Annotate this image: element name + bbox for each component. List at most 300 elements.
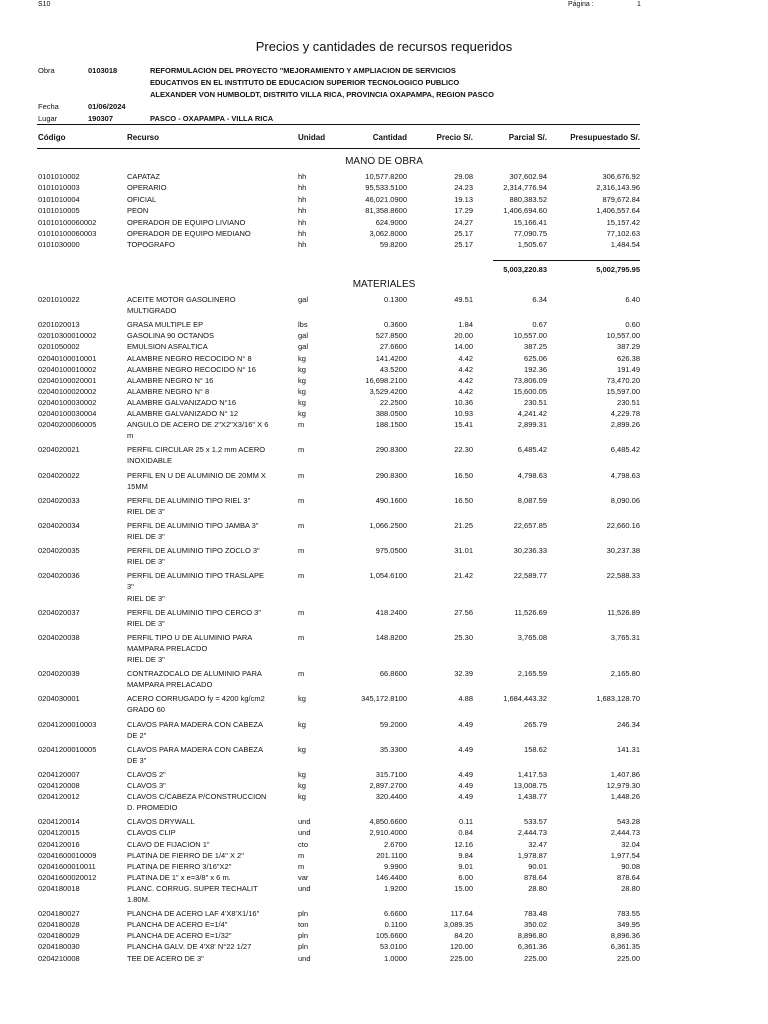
row-unidad: m — [298, 571, 305, 581]
row-unidad: kg — [298, 769, 306, 779]
row-precio: 4.49 — [458, 781, 473, 790]
row-cantidad: 46,021.0900 — [365, 194, 407, 204]
row-presupuestado: 387.29 — [617, 342, 640, 352]
obra-code: 0103018 — [88, 66, 118, 75]
obra-description-line-1: REFORMULACION DEL PROYECTO "MEJORAMIENTO Y AMPLIACION DE SERVICIOS — [150, 66, 456, 75]
row-cantidad: 320.4400 — [375, 792, 407, 802]
row-parcial: 6.34 — [532, 295, 547, 304]
row-presupuestado: 2,165.80 — [610, 669, 640, 679]
row-recurso-continuation: RIEL DE 3" — [127, 618, 165, 628]
row-unidad: kg — [298, 744, 306, 754]
row-parcial: 0.67 — [532, 320, 547, 330]
row-recurso: OPERADOR DE EQUIPO MEDIANO — [127, 229, 251, 238]
row-unidad: kg — [298, 375, 306, 385]
row-presupuestado: 8,896.36 — [610, 931, 640, 941]
row-recurso-continuation: GRADO 60 — [127, 705, 165, 715]
row-codigo: 02040100020001 — [38, 375, 97, 385]
row-precio: 25.17 — [454, 240, 473, 250]
row-presupuestado: 12,979.30 — [606, 781, 640, 790]
row-recurso: OPERADOR DE EQUIPO LIVIANO — [127, 217, 246, 227]
row-codigo: 0204210008 — [38, 953, 80, 963]
col-recurso: Recurso — [127, 133, 160, 142]
row-recurso: ALAMBRE NEGRO N° 8 — [127, 386, 210, 396]
row-presupuestado: 22,588.33 — [606, 571, 640, 581]
row-precio: 4.49 — [458, 792, 473, 802]
row-unidad: kg — [298, 397, 306, 407]
row-parcial: 90.01 — [528, 861, 547, 871]
row-parcial: 625.06 — [524, 353, 547, 363]
row-precio: 22.30 — [454, 445, 473, 455]
row-presupuestado: 11,526.89 — [607, 607, 640, 617]
row-presupuestado: 2,899.26 — [610, 420, 640, 430]
row-unidad: und — [298, 953, 311, 963]
row-cantidad: 0.1100 — [384, 920, 407, 930]
row-parcial: 30,236.33 — [513, 546, 547, 556]
row-unidad: m — [298, 850, 305, 860]
fecha-value: 01/06/2024 — [88, 102, 126, 111]
row-recurso: ACERO CORRUGADO fy = 4200 kg/cm2 — [127, 694, 265, 704]
row-precio: 25.17 — [454, 229, 473, 238]
row-parcial: 6,485.42 — [517, 445, 547, 455]
row-codigo: 02040200060005 — [38, 420, 97, 430]
row-presupuestado: 10,557.00 — [606, 331, 640, 341]
row-recurso-continuation: INOXIDABLE — [127, 456, 173, 466]
row-precio: 15.00 — [454, 883, 473, 893]
row-cantidad: 2,910.4000 — [369, 828, 407, 838]
row-recurso: GASOLINA 90 OCTANOS — [127, 331, 214, 341]
row-parcial: 878.64 — [524, 872, 547, 882]
row-precio: 16.50 — [454, 470, 473, 480]
row-precio: 0.11 — [458, 817, 473, 827]
row-precio: 4.42 — [458, 364, 473, 374]
row-recurso: ALAMBRE NEGRO RECOCIDO N° 8 — [127, 353, 252, 363]
row-codigo: 0201020013 — [38, 320, 80, 330]
row-unidad: hh — [298, 240, 307, 250]
row-cantidad: 141.4200 — [375, 353, 407, 363]
row-parcial: 2,899.31 — [517, 420, 547, 430]
row-precio: 10.93 — [454, 409, 473, 418]
row-codigo: 0204180030 — [38, 942, 80, 952]
row-unidad: m — [298, 546, 305, 556]
row-codigo: 0204180029 — [38, 931, 80, 941]
row-recurso: PERFIL TIPO U DE ALUMINIO PARA — [127, 632, 253, 642]
row-recurso: PEON — [127, 206, 149, 216]
row-presupuestado: 191.49 — [617, 364, 640, 374]
row-precio: 16.50 — [454, 495, 473, 505]
row-parcial: 783.48 — [524, 909, 547, 919]
row-unidad: m — [298, 520, 305, 530]
row-precio: 27.56 — [454, 607, 473, 617]
row-cantidad: 201.1100 — [376, 850, 407, 860]
row-parcial: 10,557.00 — [513, 331, 547, 341]
row-presupuestado: 1,683,128.70 — [596, 694, 640, 704]
row-cantidad: 388.0500 — [375, 409, 407, 418]
subtotal-divider — [493, 260, 640, 261]
row-presupuestado: 2,316,143.96 — [596, 183, 640, 193]
row-recurso: ANGULO DE ACERO DE 2"X2"X3/16" X 6 — [127, 420, 269, 430]
row-unidad: gal — [298, 295, 309, 304]
row-precio: 21.25 — [454, 520, 473, 530]
row-parcial: 15,166.41 — [513, 217, 547, 227]
row-codigo: 0201010022 — [38, 295, 80, 304]
row-recurso-continuation: 3" — [127, 582, 134, 592]
row-unidad: kg — [298, 386, 306, 396]
row-cantidad: 2.6700 — [384, 839, 407, 849]
row-precio: 32.39 — [454, 669, 473, 679]
row-precio: 84.20 — [454, 931, 473, 941]
row-cantidad: 975.0500 — [375, 546, 407, 556]
row-recurso: PLATINA DE FIERRO 3/16"X2" — [127, 861, 232, 871]
row-presupuestado: 349.95 — [617, 920, 640, 930]
row-recurso: ALAMBRE NEGRO RECOCIDO N° 16 — [127, 364, 256, 374]
row-cantidad: 59.8200 — [379, 240, 407, 250]
row-codigo: 0204120015 — [38, 828, 80, 838]
row-recurso: TEE DE ACERO DE 3" — [127, 953, 204, 963]
row-codigo: 0204180018 — [38, 883, 80, 893]
row-precio: 4.49 — [458, 719, 473, 729]
row-recurso: PERFIL EN U DE ALUMINIO DE 20MM X — [127, 470, 266, 480]
row-codigo: 02040100030004 — [38, 409, 97, 418]
row-unidad: m — [298, 420, 305, 430]
row-recurso: PLATINA DE 1" x e=3/8" x 6 m. — [127, 872, 231, 882]
col-presupuestado: Presupuestado S/. — [570, 133, 640, 142]
row-presupuestado: 73,470.20 — [606, 375, 640, 385]
row-presupuestado: 1,977.54 — [610, 850, 640, 860]
row-codigo: 0204120012 — [38, 792, 80, 802]
row-recurso: CLAVOS PARA MADERA CON CABEZA — [127, 744, 264, 754]
row-cantidad: 59.2000 — [379, 719, 407, 729]
row-recurso-continuation: RIEL DE 3" — [127, 593, 165, 603]
row-presupuestado: 783.55 — [617, 909, 640, 919]
row-cantidad: 66.8600 — [379, 669, 407, 679]
row-parcial: 192.36 — [524, 364, 547, 374]
row-codigo: 02040100030002 — [38, 397, 97, 407]
row-recurso: TOPOGRAFO — [127, 240, 175, 250]
row-codigo: 0204120007 — [38, 769, 80, 779]
row-presupuestado: 30,237.38 — [606, 546, 640, 556]
row-parcial: 225.00 — [524, 953, 547, 963]
report-title: Precios y cantidades de recursos requeridos — [255, 39, 513, 54]
row-codigo: 02041600010009 — [38, 850, 97, 860]
row-presupuestado: 230.51 — [617, 397, 640, 407]
row-unidad: m — [298, 632, 305, 642]
fecha-label: Fecha — [38, 102, 59, 111]
row-recurso: PLANC. CORRUG. SUPER TECHALIT — [127, 883, 258, 893]
col-unidad: Unidad — [298, 133, 326, 142]
row-codigo: 0204030001 — [38, 694, 80, 704]
row-recurso: CLAVOS C/CABEZA P/CONSTRUCCION — [127, 792, 267, 802]
row-recurso: OPERARIO — [127, 183, 167, 193]
section-mano-de-obra: MANO DE OBRA — [345, 156, 423, 167]
row-presupuestado: 4,798.63 — [610, 470, 640, 480]
row-codigo: 02041600010011 — [38, 861, 96, 871]
row-precio: 4.49 — [458, 744, 473, 754]
row-precio: 9.01 — [458, 861, 473, 871]
row-recurso: ACEITE MOTOR GASOLINERO — [127, 295, 236, 304]
col-cantidad: Cantidad — [372, 133, 407, 142]
row-parcial: 32.47 — [528, 839, 547, 849]
row-presupuestado: 6.40 — [625, 295, 640, 304]
row-recurso: CLAVO DE FIJACION 1" — [127, 839, 210, 849]
section-materiales: MATERIALES — [352, 279, 416, 290]
row-codigo: 0204020021 — [38, 445, 80, 455]
row-unidad: kg — [298, 781, 306, 790]
row-cantidad: 22.2500 — [379, 397, 407, 407]
row-unidad: lbs — [298, 320, 308, 330]
row-cantidad: 1,054.6100 — [369, 571, 407, 581]
row-precio: 4.49 — [458, 769, 473, 779]
row-recurso-continuation: DE 3" — [127, 755, 147, 765]
row-recurso-continuation: MAMPARA PRELACADO — [127, 680, 213, 690]
row-cantidad: 315.7100 — [375, 769, 407, 779]
report-code: S10 — [38, 1, 51, 8]
row-precio: 25.30 — [454, 632, 473, 642]
row-presupuestado: 22,660.16 — [606, 520, 640, 530]
row-recurso: CLAVOS DRYWALL — [127, 817, 195, 827]
row-parcial: 6,361.36 — [517, 942, 547, 952]
row-recurso-continuation: 15MM — [127, 481, 148, 491]
row-parcial: 307,602.94 — [509, 172, 547, 181]
row-presupuestado: 3,765.31 — [610, 632, 640, 642]
row-unidad: hh — [298, 183, 307, 193]
row-cantidad: 81,358.8600 — [365, 206, 407, 216]
row-codigo: 0204020039 — [38, 669, 80, 679]
row-parcial: 2,165.59 — [517, 669, 547, 679]
row-recurso: PERFIL DE ALUMINIO TIPO JAMBA 3" — [127, 520, 259, 530]
row-codigo: 0204180028 — [38, 920, 80, 930]
row-presupuestado: 6,485.42 — [610, 445, 640, 455]
row-recurso: PLANCHA GALV. DE 4'X8' N°22 1/27 — [127, 942, 252, 952]
row-codigo: 0101010004 — [38, 194, 80, 204]
row-recurso: CONTRAZOCALO DE ALUMINIO PARA — [127, 669, 262, 679]
row-unidad: kg — [298, 409, 306, 418]
row-unidad: hh — [298, 217, 307, 227]
row-cantidad: 1.9200 — [384, 883, 407, 893]
row-parcial: 1,438.77 — [517, 792, 547, 802]
row-recurso: CLAVOS CLIP — [127, 828, 176, 838]
lugar-label: Lugar — [38, 114, 58, 123]
row-precio: 20.00 — [454, 331, 473, 341]
row-presupuestado: 6,361.35 — [610, 942, 640, 952]
col-codigo: Código — [38, 133, 66, 142]
row-cantidad: 624.9000 — [375, 217, 407, 227]
row-codigo: 02041600020012 — [38, 872, 97, 882]
obra-label: Obra — [38, 66, 55, 75]
row-precio: 9.84 — [458, 850, 473, 860]
row-recurso-continuation: m — [127, 431, 134, 441]
row-recurso: CLAVOS 2" — [127, 769, 166, 779]
row-precio: 19.13 — [454, 194, 473, 204]
row-recurso: ALAMBRE NEGRO N° 16 — [127, 375, 214, 385]
row-cantidad: 10,577.8200 — [365, 172, 407, 181]
lugar-code: 190307 — [88, 114, 114, 123]
row-recurso: PLANCHA DE ACERO E=1/4" — [127, 920, 228, 930]
row-cantidad: 35.3300 — [379, 744, 407, 754]
row-precio: 0.84 — [458, 828, 473, 838]
row-presupuestado: 15,597.00 — [606, 386, 640, 396]
row-recurso-continuation: D. PROMEDIO — [127, 803, 178, 813]
row-codigo: 0204180027 — [38, 909, 80, 919]
row-parcial: 77,090.75 — [513, 229, 547, 238]
row-precio: 14.00 — [454, 342, 473, 352]
row-cantidad: 290.8300 — [375, 445, 407, 455]
row-unidad: kg — [298, 353, 306, 363]
row-unidad: und — [298, 883, 311, 893]
row-recurso-continuation: MULTIGRADO — [127, 306, 177, 316]
row-codigo: 02041200010005 — [38, 744, 97, 754]
obra-description-line-2: EDUCATIVOS EN EL INSTITUTO DE EDUCACION SUPERIOR TECNOLOGICO PUBLICO — [150, 78, 460, 87]
row-unidad: pln — [298, 942, 309, 952]
row-recurso: ALAMBRE GALVANIZADO N°16 — [127, 397, 237, 407]
row-codigo: 02040100020002 — [38, 386, 97, 396]
row-parcial: 4,241.42 — [517, 409, 547, 418]
col-parcial: Parcial S/. — [508, 133, 547, 142]
row-recurso: PLATINA DE FIERRO DE 1/4" X 2" — [127, 850, 244, 860]
row-parcial: 22,657.85 — [513, 520, 547, 530]
row-precio: 4.42 — [458, 386, 473, 396]
row-unidad: gal — [298, 331, 309, 341]
row-presupuestado: 2,444.73 — [610, 828, 640, 838]
row-unidad: hh — [298, 172, 307, 181]
row-parcial: 73,806.09 — [513, 375, 547, 385]
row-cantidad: 105.6600 — [375, 931, 407, 941]
row-parcial: 230.51 — [524, 397, 547, 407]
row-parcial: 1,406,694.60 — [503, 206, 547, 216]
row-recurso: PERFIL DE ALUMINIO TIPO CERCO 3" — [127, 607, 261, 617]
row-presupuestado: 90.08 — [621, 861, 640, 871]
row-parcial: 1,684,443.32 — [503, 694, 547, 704]
row-recurso-continuation: 1.80M. — [127, 895, 150, 904]
row-cantidad: 1,066.2500 — [369, 520, 407, 530]
row-codigo: 0101030000 — [38, 240, 80, 250]
row-precio: 10.36 — [454, 397, 473, 407]
row-codigo: 0201050002 — [38, 342, 80, 352]
row-unidad: m — [298, 495, 305, 505]
row-presupuestado: 28.80 — [621, 883, 640, 893]
row-precio: 4.42 — [458, 375, 473, 385]
row-precio: 6.00 — [458, 872, 473, 882]
row-precio: 29.08 — [454, 172, 473, 181]
row-unidad: kg — [298, 719, 306, 729]
row-codigo: 0204020037 — [38, 607, 80, 617]
row-cantidad: 16,698.2100 — [365, 375, 407, 385]
row-cantidad: 95,533.5100 — [365, 183, 407, 193]
row-presupuestado: 878.64 — [617, 872, 640, 882]
row-recurso: PERFIL DE ALUMINIO TIPO RIEL 3" — [127, 495, 251, 505]
row-presupuestado: 1,407.86 — [610, 769, 640, 779]
row-recurso: GRASA MULTIPLE EP — [127, 320, 204, 330]
row-unidad: m — [298, 669, 305, 679]
row-cantidad: 290.8300 — [375, 470, 407, 480]
row-presupuestado: 306,676.92 — [602, 172, 640, 181]
row-cantidad: 148.8200 — [375, 632, 407, 642]
row-codigo: 02010300010002 — [38, 331, 97, 341]
row-parcial: 533.57 — [524, 817, 547, 827]
row-precio: 120.00 — [450, 942, 473, 952]
row-unidad: var — [298, 872, 309, 882]
row-cantidad: 43.5200 — [379, 364, 407, 374]
row-unidad: hh — [298, 206, 307, 216]
row-codigo: 0204120008 — [38, 781, 80, 790]
row-cantidad: 1.0000 — [384, 953, 407, 963]
row-precio: 4.88 — [458, 694, 473, 704]
row-codigo: 0204120014 — [38, 817, 80, 827]
row-codigo: 0204020022 — [38, 470, 80, 480]
row-codigo: 01010100060002 — [38, 217, 97, 227]
row-precio: 24.27 — [454, 217, 473, 227]
row-cantidad: 53.0100 — [379, 942, 407, 952]
row-recurso-continuation: RIEL DE 3" — [127, 506, 165, 516]
row-presupuestado: 626.38 — [617, 353, 640, 363]
row-presupuestado: 8,090.06 — [610, 495, 640, 505]
row-cantidad: 6.6600 — [384, 909, 407, 919]
row-cantidad: 3,062.8000 — [369, 229, 407, 238]
row-recurso: CLAVOS 3" — [127, 781, 166, 790]
page-label: Página : — [568, 1, 594, 8]
row-parcial: 2,314,776.94 — [503, 183, 547, 193]
row-presupuestado: 879,672.84 — [602, 194, 640, 204]
row-parcial: 265.79 — [524, 719, 547, 729]
row-presupuestado: 543.28 — [617, 817, 640, 827]
row-cantidad: 418.2400 — [375, 607, 407, 617]
row-codigo: 0204020038 — [38, 632, 80, 642]
row-unidad: hh — [298, 229, 307, 238]
row-parcial: 3,765.08 — [517, 632, 547, 642]
row-presupuestado: 0.60 — [625, 320, 640, 330]
row-precio: 15.41 — [454, 420, 473, 430]
row-parcial: 158.62 — [524, 744, 547, 754]
row-recurso-continuation: RIEL DE 3" — [127, 655, 165, 664]
row-codigo: 0204120016 — [38, 839, 80, 849]
row-parcial: 1,417.53 — [517, 769, 547, 779]
row-unidad: m — [298, 607, 305, 617]
row-recurso-continuation: RIEL DE 3" — [127, 557, 165, 567]
row-cantidad: 527.8500 — [375, 331, 407, 341]
row-codigo: 0204020034 — [38, 520, 80, 530]
row-codigo: 0101010003 — [38, 183, 80, 193]
row-codigo: 0101010002 — [38, 172, 80, 181]
row-precio: 24.23 — [454, 183, 473, 193]
row-unidad: pln — [298, 909, 309, 919]
row-parcial: 1,505.67 — [517, 240, 547, 250]
row-parcial: 28.80 — [528, 883, 547, 893]
row-cantidad: 4,850.6600 — [369, 817, 407, 827]
row-precio: 1.84 — [458, 320, 473, 330]
total-parcial: 5,003,220.83 — [503, 265, 547, 274]
lugar-value: PASCO - OXAPAMPA - VILLA RICA — [150, 114, 274, 123]
row-cantidad: 27.6600 — [379, 342, 407, 352]
row-cantidad: 0.3600 — [384, 320, 407, 330]
row-parcial: 880,383.52 — [509, 194, 547, 204]
row-recurso: ALAMBRE GALVANIZADO N° 12 — [127, 409, 239, 418]
row-precio: 49.51 — [454, 295, 473, 304]
row-presupuestado: 1,406,557.64 — [596, 206, 640, 216]
row-unidad: kg — [298, 364, 306, 374]
row-parcial: 350.02 — [524, 920, 547, 930]
row-codigo: 02040100010001 — [38, 353, 97, 363]
row-recurso: PLANCHA DE ACERO LAF 4'X8'X1/16" — [127, 909, 260, 919]
row-precio: 117.64 — [450, 909, 473, 919]
row-precio: 12.16 — [454, 839, 473, 849]
row-precio: 225.00 — [450, 953, 473, 963]
row-unidad: hh — [298, 194, 307, 204]
row-codigo: 02041200010003 — [38, 719, 97, 729]
row-parcial: 22,589.77 — [513, 571, 547, 581]
row-codigo: 01010100060003 — [38, 229, 97, 238]
row-recurso: PERFIL CIRCULAR 25 x 1.2 mm ACERO — [127, 445, 266, 455]
row-parcial: 8,087.59 — [517, 495, 547, 505]
row-codigo: 0101010005 — [38, 206, 80, 216]
